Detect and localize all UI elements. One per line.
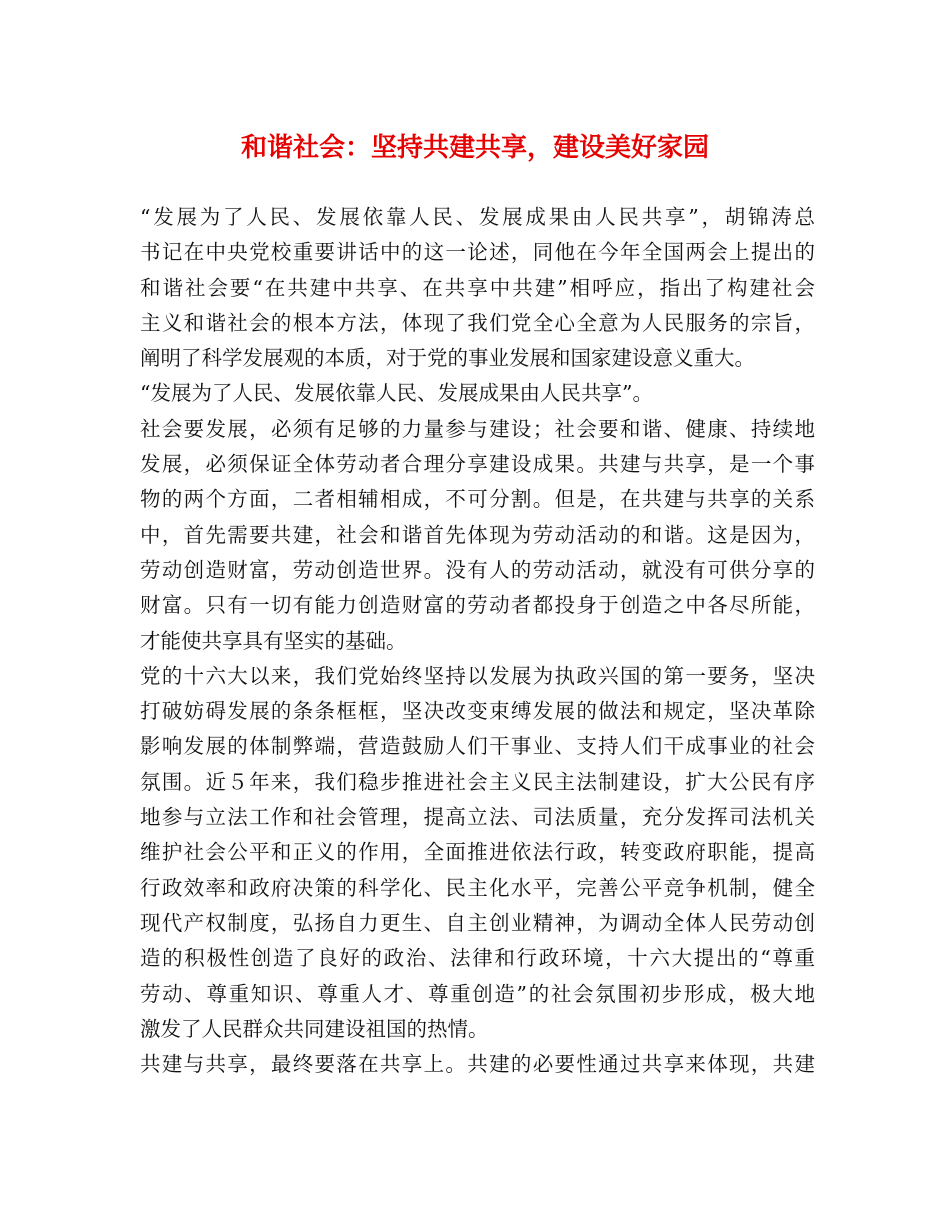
body-line: 中，首先需要共建，社会和谐首先体现为劳动活动的和谐。这是因为， xyxy=(140,522,815,547)
body-line: 现代产权制度，弘扬自力更生、自主创业精神，为调动全体人民劳动创 xyxy=(140,910,815,935)
body-line: 影响发展的体制弊端，营造鼓励人们干事业、支持人们干成事业的社会 xyxy=(140,734,815,759)
body-line: “发展为了人民、发展依靠人民、发展成果由人民共享”。 xyxy=(140,381,653,406)
body-line: 维护社会公平和正义的作用，全面推进依法行政，转变政府职能，提高 xyxy=(140,840,815,865)
document-body xyxy=(140,200,815,1082)
body-line: 氛围。近５年来，我们稳步推进社会主义民主法制建设，扩大公民有序 xyxy=(140,769,815,794)
document-title: 和谐社会：坚持共建共享，建设美好家园 xyxy=(240,133,709,163)
body-line: 物的两个方面，二者相辅相成，不可分割。但是，在共建与共享的关系 xyxy=(140,487,815,512)
body-line: 书记在中央党校重要讲话中的这一论述，同他在今年全国两会上提出的 xyxy=(140,240,815,265)
body-line: 党的十六大以来，我们党始终坚持以发展为执政兴国的第一要务，坚决 xyxy=(140,663,815,688)
body-line: 行政效率和政府决策的科学化、民主化水平，完善公平竞争机制，健全 xyxy=(140,875,815,900)
body-line: 打破妨碍发展的条条框框，坚决改变束缚发展的做法和规定，坚决革除 xyxy=(140,699,815,724)
body-line: 劳动创造财富，劳动创造世界。没有人的劳动活动，就没有可供分享的 xyxy=(140,557,815,582)
body-line: 财富。只有一切有能力创造财富的劳动者都投身于创造之中各尽所能， xyxy=(140,593,815,618)
body-line: 社会要发展，必须有足够的力量参与建设；社会要和谐、健康、持续地 xyxy=(140,416,815,441)
body-line: 主义和谐社会的根本方法，体现了我们党全心全意为人民服务的宗旨， xyxy=(140,310,815,335)
body-line: 造的积极性创造了良好的政治、法律和行政环境，十六大提出的“尊重 xyxy=(140,946,815,971)
body-line: “发展为了人民、发展依靠人民、发展成果由人民共享”，胡锦涛总 xyxy=(140,205,815,229)
body-line: 激发了人民群众共同建设祖国的热情。 xyxy=(140,1016,489,1041)
body-line: 劳动、尊重知识、尊重人才、尊重创造”的社会氛围初步形成，极大地 xyxy=(140,981,815,1006)
body-line: 才能使共享具有坚实的基础。 xyxy=(140,628,407,653)
body-line: 和谐社会要“在共建中共享、在共享中共建”相呼应，指出了构建社会 xyxy=(140,275,815,300)
body-line: 发展，必须保证全体劳动者合理分享建设成果。共建与共享，是一个事 xyxy=(140,452,815,477)
body-line: 阐明了科学发展观的本质，对于党的事业发展和国家建设意义重大。 xyxy=(140,346,755,371)
body-line: 共建与共享，最终要落在共享上。共建的必要性通过共享来体现，共建 xyxy=(140,1052,815,1077)
body-line: 地参与立法工作和社会管理，提高立法、司法质量，充分发挥司法机关 xyxy=(140,805,815,830)
